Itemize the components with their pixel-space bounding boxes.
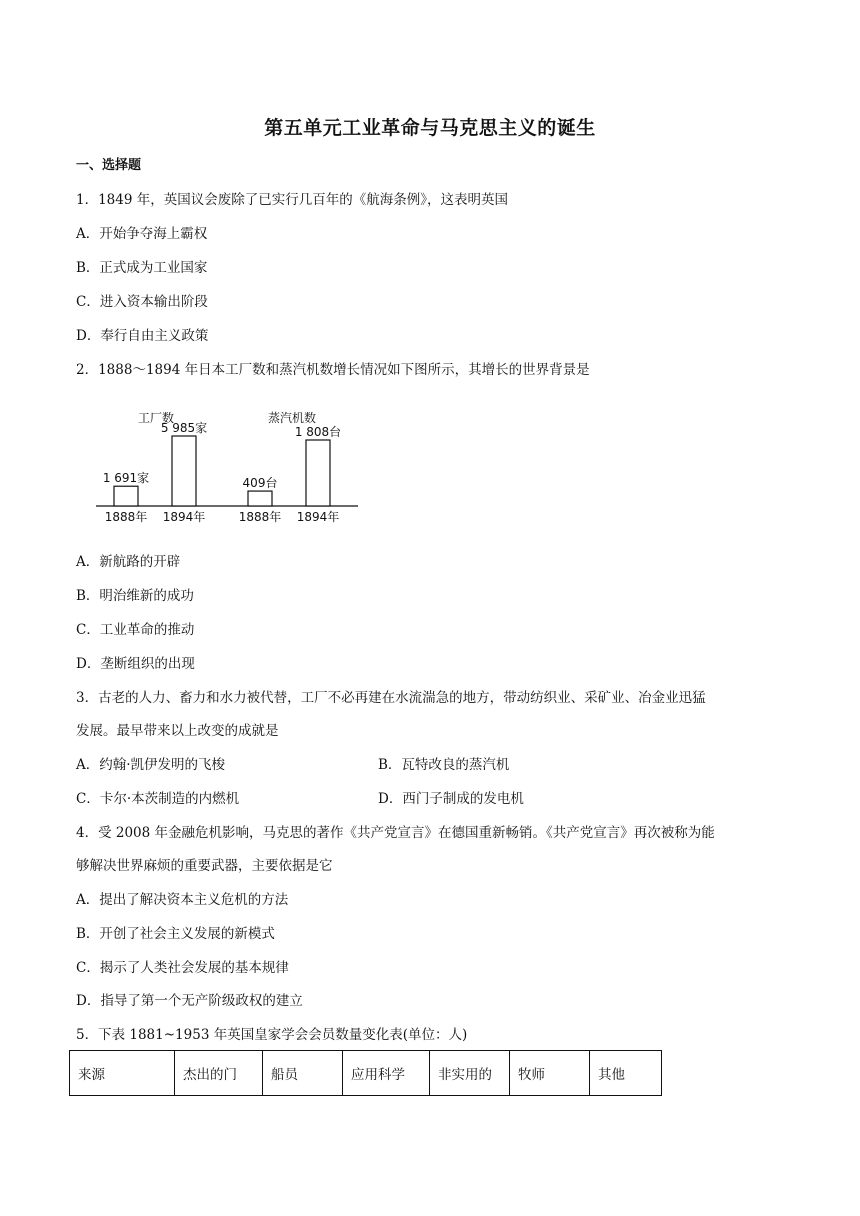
- chart-bar: [172, 436, 196, 506]
- question-3-option-c: C．卡尔·本茨制造的内燃机: [76, 791, 240, 807]
- question-5-stem: 5．下表 1881~1953 年英国皇家学会会员数量变化表(单位：人): [76, 1027, 468, 1043]
- table-header-cell: 杰出的门: [175, 1051, 263, 1096]
- question-2-option-a: A．新航路的开辟: [76, 554, 181, 570]
- chart-category-label: 1894年: [296, 510, 340, 524]
- question-1-option-d: D．奉行自由主义政策: [76, 328, 209, 344]
- section-heading: 一、选择题: [76, 158, 142, 173]
- question-4-option-b: B．开创了社会主义发展的新模式: [76, 926, 275, 942]
- question-1-option-a: A．开始争夺海上霸权: [76, 226, 208, 242]
- chart-category-label: 1894年: [162, 510, 206, 524]
- question-1-option-c: C．进入资本输出阶段: [76, 294, 208, 310]
- chart-bar: [248, 491, 272, 506]
- table-header-cell: 非实用的: [430, 1051, 510, 1096]
- table-header-cell: 应用科学: [343, 1051, 430, 1096]
- question-2-option-c: C．工业革命的推动: [76, 622, 195, 638]
- chart-data-label: 1 808台: [294, 425, 342, 439]
- question-1-stem: 1．1849 年，英国议会废除了已实行几百年的《航海条例》，这表明英国: [76, 192, 508, 208]
- table-header-row: [70, 1051, 662, 1096]
- question-2-option-d: D．垄断组织的出现: [76, 656, 195, 672]
- page-title: 第五单元工业革命与马克思主义的诞生: [264, 117, 596, 139]
- question-4-option-a: A．提出了解决资本主义危机的方法: [76, 892, 289, 908]
- question-3-option-d: D．西门子制成的发电机: [378, 791, 524, 807]
- table-header-cell: 其他: [590, 1051, 662, 1096]
- question-3-stem-line2: 发展。最早带来以上改变的成就是: [76, 723, 279, 739]
- growth-bar-chart-svg: [96, 400, 366, 530]
- question-4-stem-line1: 4．受 2008 年金融危机影响，马克思的著作《共产党宣言》在德国重新畅销。《共产党宣言》再次被称为能: [76, 825, 715, 841]
- table-header-cell: 船员: [263, 1051, 343, 1096]
- question-4-option-d: D．指导了第一个无产阶级政权的建立: [76, 993, 303, 1009]
- chart-category-label: 1888年: [104, 510, 148, 524]
- chart-bar: [114, 486, 138, 506]
- chart-data-label: 1 691家: [102, 471, 150, 486]
- table-header-cell: 来源: [70, 1051, 175, 1096]
- table-header-cell: 牧师: [510, 1051, 590, 1096]
- question-1-option-b: B．正式成为工业国家: [76, 260, 208, 276]
- membership-table: [69, 1050, 662, 1096]
- question-4-option-c: C．揭示了人类社会发展的基本规律: [76, 960, 289, 976]
- chart-bar: [306, 440, 330, 506]
- question-4-stem-line2: 够解决世界麻烦的重要武器，主要依据是它: [76, 858, 333, 874]
- chart-group-title-steam-engines: 蒸汽机数: [268, 411, 317, 425]
- question-3-stem-line1: 3．古老的人力、畜力和水力被代替，工厂不必再建在水流湍急的地方，带动纺织业、采矿业、冶金业迅猛: [76, 690, 706, 706]
- question-3-option-a: A．约翰·凯伊发明的飞梭: [76, 757, 226, 773]
- question-2-stem: 2．1888～1894 年日本工厂数和蒸汽机数增长情况如下图所示，其增长的世界背景是: [76, 362, 590, 378]
- chart-data-label: 5 985家: [160, 421, 208, 435]
- chart-data-label: 409台: [242, 476, 278, 491]
- question-3-option-b: B．瓦特改良的蒸汽机: [378, 757, 510, 773]
- growth-bar-chart: [96, 400, 366, 530]
- question-2-option-b: B．明治维新的成功: [76, 588, 194, 604]
- chart-group-title-factories: 工厂数: [138, 411, 175, 425]
- chart-category-label: 1888年: [238, 510, 282, 524]
